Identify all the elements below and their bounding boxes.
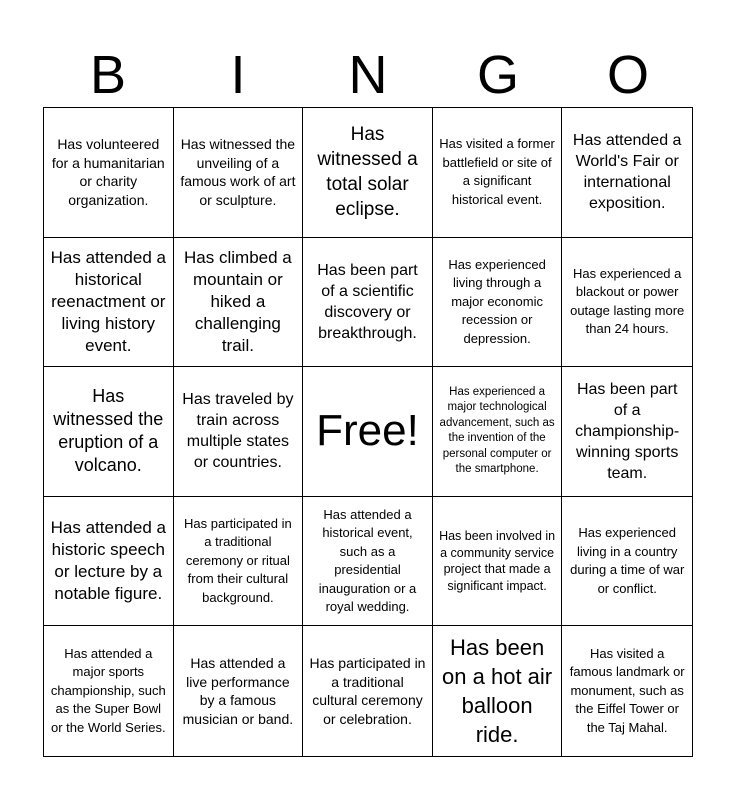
- bingo-cell[interactable]: [433, 238, 563, 368]
- bingo-cell[interactable]: [562, 626, 692, 756]
- header-letter-n: N: [348, 45, 388, 105]
- header-letter-g: G: [476, 45, 519, 105]
- free-space-text: Free!: [316, 406, 419, 456]
- cell-text: Has participated in a traditional cultural ceremony or celebration.: [309, 655, 426, 727]
- bingo-cell[interactable]: [44, 497, 174, 627]
- cell-text: Has attended a historic speech or lecture by a notable figure.: [50, 518, 166, 604]
- bingo-card-grid: [43, 107, 693, 757]
- cell-text: Has visited a famous landmark or monument, such as the Eiffel Tower or the Taj Mahal.: [569, 645, 685, 735]
- cell-text: Has experienced a blackout or power outage lasting more than 24 hours.: [570, 265, 685, 337]
- bingo-cell[interactable]: [303, 626, 433, 756]
- header-letter-b: B: [89, 45, 127, 105]
- cell-text: Has visited a former battlefield or site of a significant historical event.: [439, 136, 555, 207]
- cell-text: Has traveled by train across multiple states or countries.: [182, 391, 294, 472]
- cell-text: Has attended a major sports championship, such as the Super Bowl or the World Series.: [50, 645, 166, 735]
- cell-text: Has attended a historical reenactment or living history event.: [50, 247, 166, 355]
- bingo-cell[interactable]: [562, 497, 692, 627]
- cell-text: Has experienced living through a major economic recession or depression.: [448, 256, 546, 346]
- bingo-cell[interactable]: [174, 238, 304, 368]
- cell-text: Has experienced a major technological advancement, such as the invention of the personal computer or the smartphone.: [439, 385, 555, 476]
- cell-text: Has attended a live performance by a famous musician or band.: [182, 655, 294, 727]
- bingo-header: [43, 44, 693, 106]
- bingo-cell[interactable]: [303, 108, 433, 238]
- cell-text: Has been part of a championship-winning sports team.: [575, 380, 680, 482]
- header-letter-o: O: [606, 45, 649, 105]
- header-letter-i: I: [230, 45, 246, 105]
- cell-text: Has climbed a mountain or hiked a challenging trail.: [184, 247, 292, 355]
- bingo-cell[interactable]: [562, 367, 692, 497]
- bingo-cell[interactable]: [174, 626, 304, 756]
- cell-text: Has witnessed a total solar eclipse.: [317, 124, 418, 221]
- bingo-cell[interactable]: [303, 238, 433, 368]
- bingo-cell[interactable]: [174, 497, 304, 627]
- bingo-cell[interactable]: [562, 108, 692, 238]
- bingo-cell[interactable]: [44, 367, 174, 497]
- cell-text: Has witnessed the eruption of a volcano.: [53, 386, 164, 476]
- bingo-cell[interactable]: [433, 626, 563, 756]
- cell-text: Has been involved in a community service project that made a significant impact.: [439, 529, 556, 593]
- bingo-cell[interactable]: [174, 367, 304, 497]
- cell-text: Has been on a hot air balloon ride.: [442, 635, 553, 748]
- bingo-cell[interactable]: [44, 108, 174, 238]
- bingo-cell[interactable]: [44, 238, 174, 368]
- bingo-cell[interactable]: [433, 497, 563, 627]
- cell-text: Has experienced living in a country during a time of war or conflict.: [570, 525, 685, 596]
- bingo-cell[interactable]: [174, 108, 304, 238]
- cell-text: Has witnessed the unveiling of a famous work of art or sculpture.: [180, 136, 296, 208]
- bingo-cell-free[interactable]: [303, 367, 433, 497]
- cell-text: Has attended a historical event, such as a presidential inauguration or a royal wedding.: [318, 506, 417, 615]
- cell-text: Has volunteered for a humanitarian or charity organization.: [51, 136, 165, 208]
- cell-text: Has attended a World's Fair or international exposition.: [572, 132, 682, 213]
- bingo-cell[interactable]: [562, 238, 692, 368]
- cell-text: Has been part of a scientific discovery or breakthrough.: [317, 261, 418, 342]
- bingo-cell[interactable]: [44, 626, 174, 756]
- bingo-cell[interactable]: [433, 367, 563, 497]
- cell-text: Has participated in a traditional ceremony or ritual from their cultural background.: [184, 515, 292, 605]
- bingo-cell[interactable]: [303, 497, 433, 627]
- bingo-cell[interactable]: [433, 108, 563, 238]
